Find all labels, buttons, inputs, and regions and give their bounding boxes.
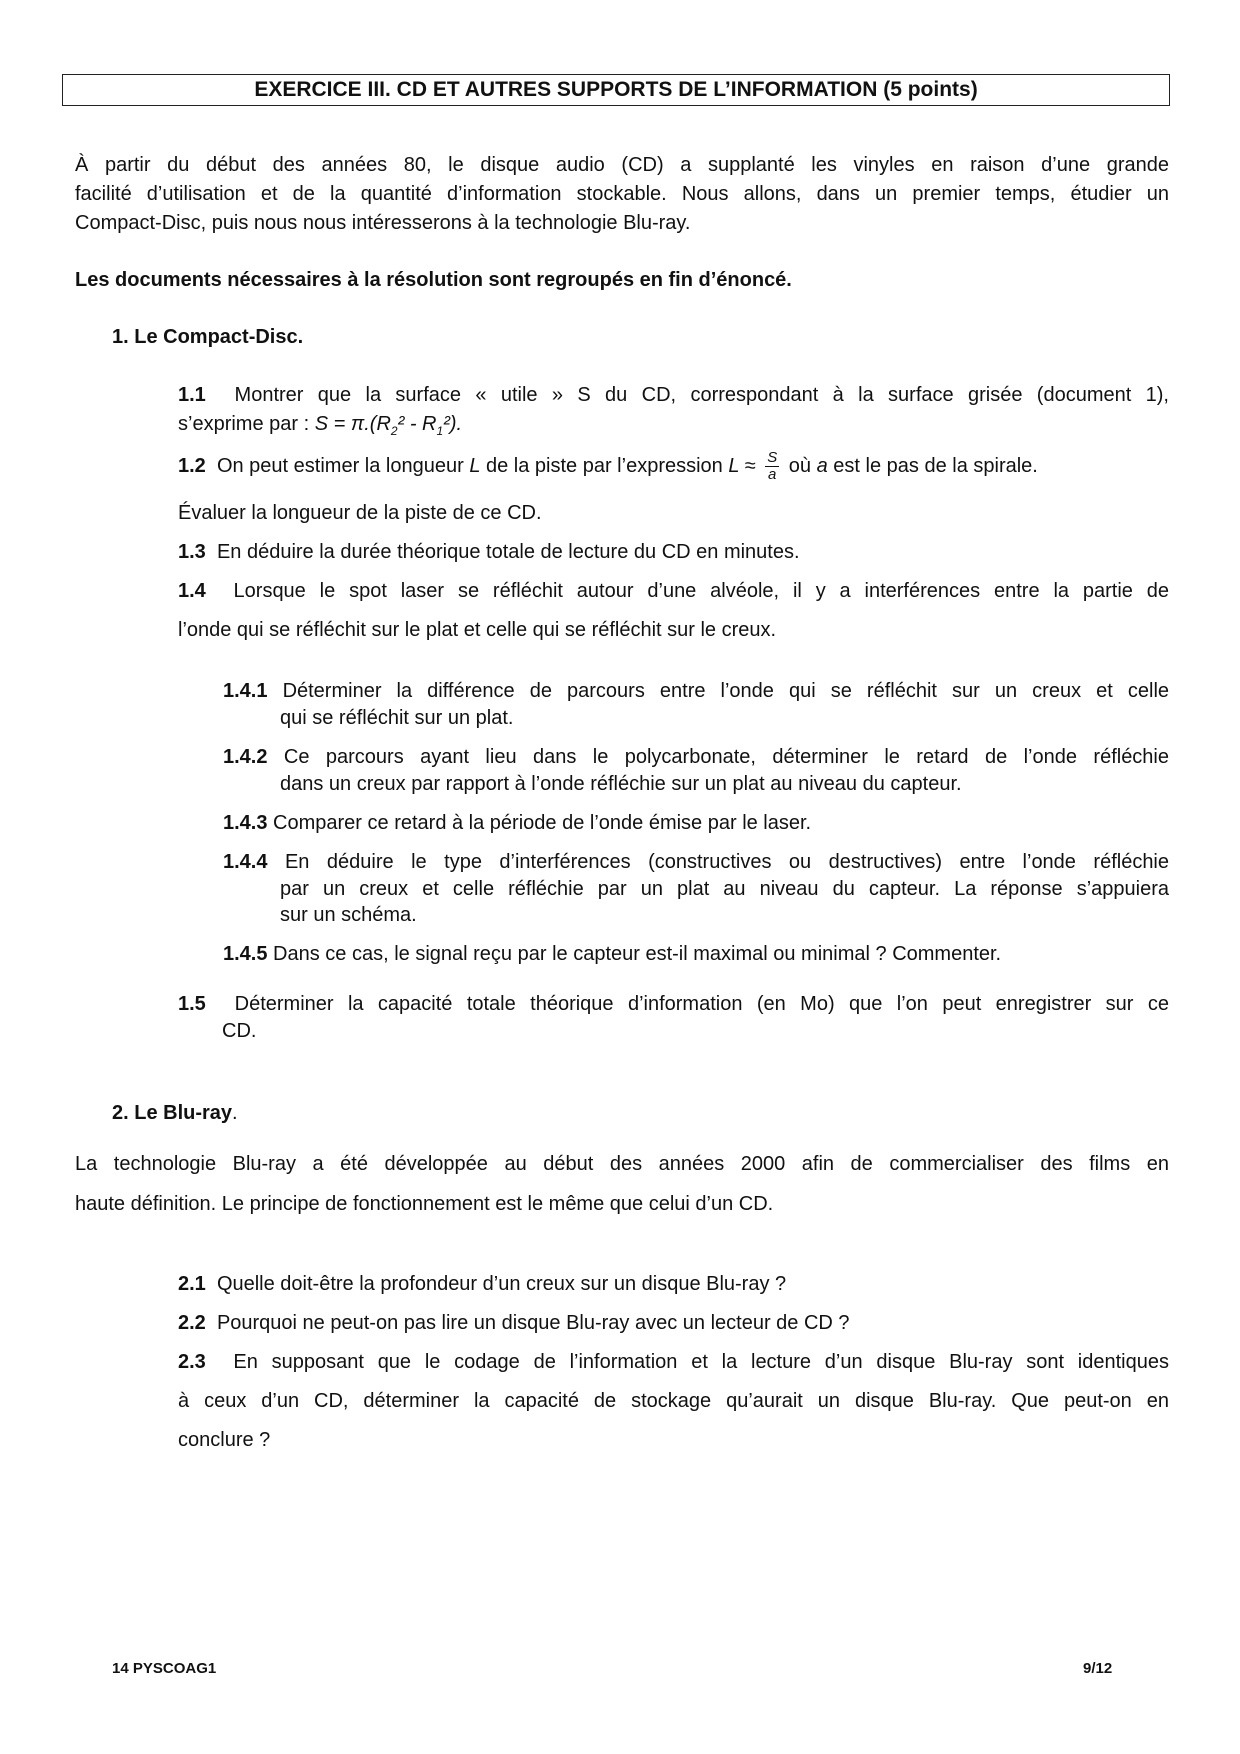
question-2-3-line-2: à ceux d’un CD, déterminer la capacité de stockage qu’aurait un disque Blu-ray. Que peut-on en (178, 1390, 1169, 1412)
question-1-4-4-line-1 (223, 848, 1169, 876)
question-2-3-line-3: conclure ? (178, 1429, 271, 1451)
question-1-2-text: est le pas de la spirale. (827, 454, 1038, 477)
question-number: 1.4.4 (223, 851, 268, 873)
question-2-2-text: Pourquoi ne peut-on pas lire un disque Blu-ray avec un lecteur de CD ? (216, 1312, 850, 1334)
question-1-3-text: En déduire la durée théorique totale de lecture du CD en minutes. (216, 541, 800, 563)
question-number: 1.3 (178, 541, 206, 563)
question-1-2-text: de la piste par l’expression (480, 454, 729, 477)
question-1-4-1-text: Déterminer la différence de parcours entre l’onde qui se réfléchit sur un creux et celle (282, 680, 1170, 702)
question-number: 2.2 (178, 1312, 206, 1334)
question-1-4-1-line-1 (223, 677, 1169, 705)
question-number: 1.4 (178, 580, 206, 602)
question-number: 1.1 (178, 384, 206, 406)
question-1-4-3-text: Comparer ce retard à la période de l’onde émise par le laser. (273, 812, 812, 834)
question-1-4-2-line-1 (223, 743, 1169, 771)
footer-page-number: 9/12 (1083, 1660, 1113, 1677)
question-1-2-text: On peut estimer la longueur (216, 454, 470, 477)
question-1-4-5-text: Dans ce cas, le signal reçu par le capteur est-il maximal ou minimal ? Commenter. (273, 943, 1002, 965)
section-2-title-dot: . (232, 1102, 238, 1124)
section-2-intro-line-1: La technologie Blu-ray a été développée au début des années 2000 afin de commercialiser des films en (75, 1153, 1169, 1175)
question-1-1-text: Montrer que la surface « utile » S du CD, correspondant à la surface grisée (document 1), (234, 384, 1169, 406)
question-2-2 (178, 1309, 850, 1337)
question-1-4-1-line-2: qui se réfléchit sur un plat. (280, 707, 514, 729)
question-1-3 (178, 538, 800, 566)
question-number: 1.5 (178, 993, 206, 1015)
intro-line-3: Compact-Disc, puis nous nous intéresserons à la technologie Blu-ray. (75, 212, 691, 234)
question-2-3-line-1 (178, 1348, 1169, 1376)
question-1-5-text: Déterminer la capacité totale théorique d’information (en Mo) que l’on peut enregistrer sur ce (234, 993, 1169, 1015)
formula-intro: s’exprime par : (178, 413, 315, 435)
question-number: 1.4.2 (223, 746, 268, 768)
intro-line-1: À partir du début des années 80, le disque audio (CD) a supplanté les vinyles en raison d’une grande (75, 154, 1169, 176)
variable-a: a (816, 454, 828, 477)
formula-part: ² - R (397, 413, 437, 435)
formula (314, 413, 463, 438)
question-number: 1.4.5 (223, 943, 268, 965)
question-1-4-2-line-2: dans un creux par rapport à l’onde réfléchie sur un plat au niveau du capteur. (280, 773, 962, 795)
question-1-4-4-line-2: par un creux et celle réfléchie par un plat au niveau du capteur. La réponse s’appuiera (280, 878, 1169, 900)
question-number: 2.1 (178, 1273, 206, 1295)
fraction-s-over-a (765, 450, 779, 483)
formula-part: ²). (443, 413, 463, 435)
question-1-4-line-2: l’onde qui se réfléchit sur le plat et celle qui se réfléchit sur le creux. (178, 619, 777, 641)
question-1-2-text: où (788, 454, 817, 477)
question-1-4-line-1 (178, 577, 1169, 605)
footer-exam-code: 14 PYSCOAG1 (112, 1660, 217, 1677)
question-1-4-text: Lorsque le spot laser se réfléchit autour d’une alvéole, il y a interférences entre la partie de (233, 580, 1169, 602)
section-1-heading: 1. Le Compact-Disc. (112, 326, 304, 348)
section-2-heading (112, 1099, 238, 1127)
question-1-4-2-text: Ce parcours ayant lieu dans le polycarbonate, déterminer le retard de l’onde réfléchie (283, 746, 1170, 768)
question-number: 1.2 (178, 454, 206, 477)
question-1-1-line-1 (178, 381, 1169, 409)
fraction-numerator: S (767, 449, 778, 466)
question-2-1-text: Quelle doit-être la profondeur d’un creux sur un disque Blu-ray ? (216, 1273, 787, 1295)
question-1-2-line-1 (178, 450, 1169, 483)
question-2-3-text: En supposant que le codage de l’information et la lecture d’un disque Blu-ray sont identiques (233, 1351, 1169, 1373)
section-2-title: 2. Le Blu-ray (112, 1102, 233, 1124)
question-number: 1.4.1 (223, 680, 268, 702)
question-number: 1.4.3 (223, 812, 268, 834)
intro-line-2: facilité d’utilisation et de la quantité d’information stockable. Nous allons, dans un premier temps, étudier un (75, 183, 1169, 205)
section-2-intro-line-2: haute définition. Le principe de fonctionnement est le même que celui d’un CD. (75, 1193, 774, 1215)
question-2-1 (178, 1270, 786, 1298)
question-1-2-line-2: Évaluer la longueur de la piste de ce CD. (178, 502, 542, 524)
formula-subscript: 1 (436, 424, 444, 438)
documents-note: Les documents nécessaires à la résolution sont regroupés en fin d’énoncé. (75, 269, 792, 291)
question-number: 2.3 (178, 1351, 206, 1373)
exercise-title: EXERCICE III. CD ET AUTRES SUPPORTS DE L’INFORMATION (5 points) (62, 74, 1170, 106)
question-1-4-4-line-3: sur un schéma. (280, 904, 417, 926)
question-1-4-5 (223, 940, 1001, 968)
question-1-4-4-text: En déduire le type d’interférences (constructives ou destructives) entre l’onde réfléchie (284, 851, 1170, 873)
question-1-4-3 (223, 809, 811, 837)
variable-L: L (469, 454, 481, 477)
question-1-5-line-2: CD. (222, 1020, 257, 1042)
formula-subscript: 2 (390, 424, 398, 438)
approx-expression: L ≈ (728, 454, 756, 477)
fraction-denominator: a (768, 466, 777, 483)
question-1-1-line-2 (178, 410, 462, 445)
question-1-5-line-1 (178, 990, 1169, 1018)
formula-part: S = π.(R (314, 413, 391, 435)
